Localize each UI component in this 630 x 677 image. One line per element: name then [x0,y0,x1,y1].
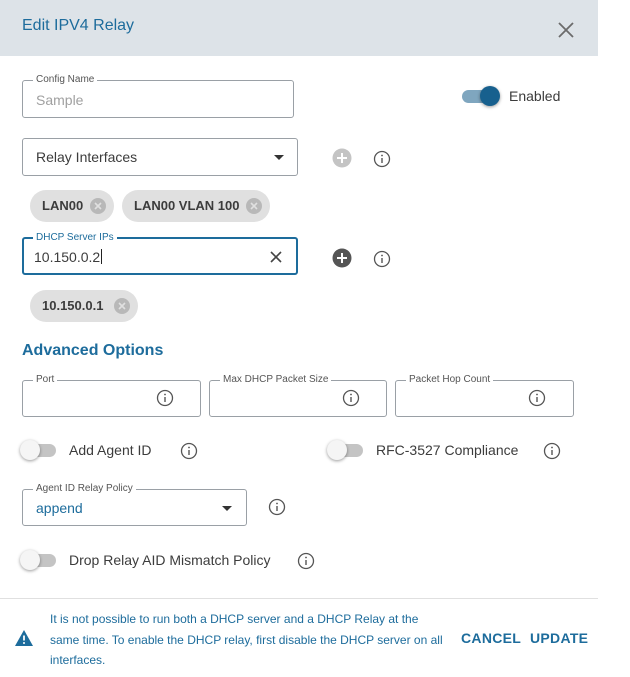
rfc-3527-info-icon[interactable] [543,442,561,460]
drop-relay-aid-info-icon[interactable] [297,552,315,570]
agent-id-relay-policy-select[interactable] [22,483,247,526]
drop-relay-aid-mismatch-label: Drop Relay AID Mismatch Policy [69,552,271,568]
enabled-toggle[interactable] [462,88,498,104]
packet-hop-count-label: Packet Hop Count [406,374,493,386]
remove-chip-icon[interactable] [89,197,107,215]
relay-interface-chip: LAN00 VLAN 100 [122,190,270,222]
relay-interfaces-info-icon[interactable] [373,150,391,168]
rfc-3527-compliance-label: RFC-3527 Compliance [376,442,519,458]
dhcp-server-ip-value: 10.150.0.2 [34,249,101,265]
rfc-3527-compliance-toggle[interactable] [329,442,365,458]
add-relay-interface-icon[interactable] [332,148,352,168]
agent-id-relay-policy-value: append [36,500,83,516]
clear-input-icon[interactable] [268,249,284,265]
chevron-down-icon [222,506,232,511]
agent-id-relay-policy-info-icon[interactable] [268,498,286,516]
close-icon[interactable] [554,18,578,42]
add-dhcp-server-ip-icon[interactable] [332,248,352,268]
max-dhcp-packet-size-input[interactable] [209,374,387,417]
relay-interfaces-select[interactable] [22,138,298,176]
update-button[interactable]: UPDATE [530,630,589,646]
page-scroll-area [598,0,630,676]
remove-chip-icon[interactable] [245,197,263,215]
remove-chip-icon[interactable] [113,297,131,315]
relay-interfaces-label: Relay Interfaces [36,149,138,165]
max-packet-size-info-icon[interactable] [342,389,360,407]
hop-count-info-icon[interactable] [528,389,546,407]
dhcp-server-ips-info-icon[interactable] [373,250,391,268]
drop-relay-aid-mismatch-toggle[interactable] [22,552,58,568]
chevron-down-icon [274,155,284,160]
enabled-label: Enabled [509,88,561,104]
relay-interface-chip: LAN00 [30,190,114,222]
advanced-options-heading: Advanced Options [22,342,164,359]
config-name-field[interactable] [22,74,294,118]
dhcp-server-ips-label: DHCP Server IPs [33,232,117,244]
config-name-placeholder: Sample [36,92,84,108]
dhcp-server-ips-input[interactable] [22,232,298,275]
add-agent-id-toggle[interactable] [22,442,58,458]
packet-hop-count-input[interactable] [395,374,574,417]
port-label: Port [33,374,57,386]
dialog-title: Edit IPV4 Relay [22,17,135,34]
agent-id-relay-policy-label: Agent ID Relay Policy [33,483,136,495]
config-name-label: Config Name [33,74,97,86]
dialog-footer [0,598,598,677]
cancel-button[interactable]: CANCEL [461,630,522,646]
port-info-icon[interactable] [156,389,174,407]
dhcp-server-ip-chip: 10.150.0.1 [30,290,138,322]
max-dhcp-packet-size-label: Max DHCP Packet Size [220,374,331,386]
add-agent-id-info-icon[interactable] [180,442,198,460]
port-input[interactable] [22,374,201,417]
add-agent-id-label: Add Agent ID [69,442,152,458]
dhcp-conflict-warning: It is not possible to run both a DHCP server and a DHCP Relay at the same time. To enable the DHCP relay, first disable the DHCP server on all interfaces. [50,612,443,667]
dialog-header [0,0,598,56]
warning-icon [14,629,34,647]
